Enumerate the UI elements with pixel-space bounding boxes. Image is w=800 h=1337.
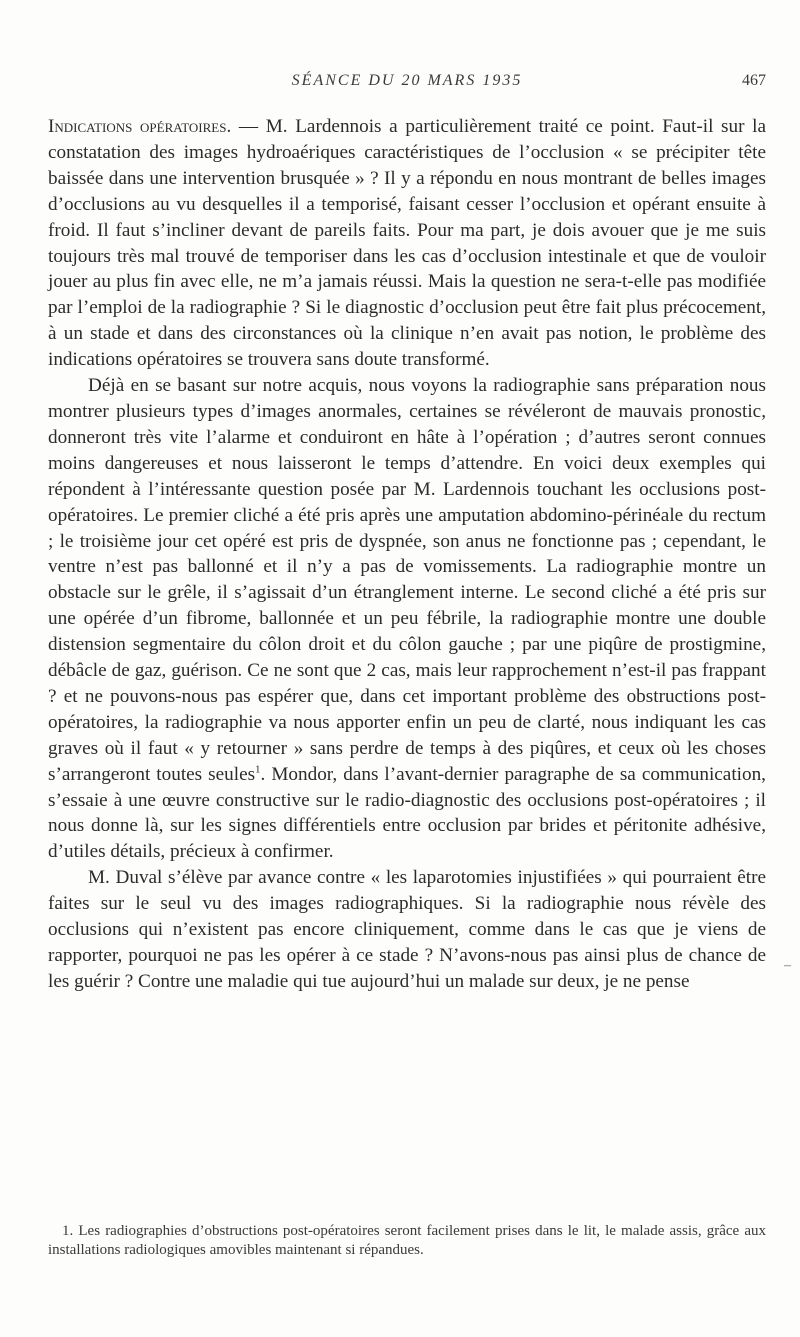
paragraph-text-continued: . Mondor, dans l’avant-dernier paragraphe de sa communication, s’essaie à une œuvre constructive sur le radio-diagnostic des occlusions post-opératoires ; il nous donne là, sur les signes différentiels entre occlusion par brides et péritonite adhésive, d’utiles détails, précieux à confirmer. — [48, 763, 766, 863]
running-head: SÉANCE DU 20 MARS 1935 — [291, 72, 523, 89]
footnote-reference: 1 — [255, 763, 261, 776]
paragraph-text: M. Duval s’élève par avance contre « les laparotomies injustifiées » qui pourraient être faites sur le seul vu des images radiographiques. Si la radiographie nous révèle des occlusions qui n’existent pas encore cliniquement, comme dans le cas que je viens de rapporter, pourquoi ne pas les opérer à ce stade ? N’avons-nous pas ainsi plus de chance de les guérir ? Contre une maladie qui tue aujourd’hui un malade sur deux, je ne pense — [48, 867, 766, 992]
paragraph-examples — [48, 373, 766, 865]
body-text — [48, 114, 766, 995]
paragraph-duval — [48, 865, 766, 995]
paragraph-text: Déjà en se basant sur notre acquis, nous voyons la radiographie sans préparation nous montrer plusieurs types d’images anormales, certaines se révéleront de mauvais pronostic, donneront très vite l’alarme et conduiront en hâte à l’opération ; d’autres seront connues moins dangereuses et nous laisseront le temps d’attendre. En voici deux exemples qui répondent à l’intéressante question posée par M. Lardennois touchant les occlusions post-opératoires. Le premier cliché a été pris après une amputation abdomino-périnéale du rectum ; le troisième jour cet opéré est pris de dyspnée, son anus ne fonctionne pas ; cependant, le ventre n’est pas ballonné et il n’y a pas de vomissements. La radiographie montre un obstacle sur le grêle, il s’agissait d’un étranglement interne. Le second cliché a été pris sur une opérée d’un fibrome, ballonnée et un peu fébrile, la radiographie montre une double distension segmentaire du côlon droit et du côlon gauche ; par une piqûre de prostigmine, débâcle de gaz, guérison. Ce ne sont que 2 cas, mais leur rapprochement n’est-il pas frappant ? et ne pouvons-nous pas espérer que, dans cet important problème des obstructions post-opératoires, la radiographie va nous apporter enfin un peu de clarté, nous indiquant les cas graves où il faut « y retourner » sans perdre de temps à des piqûres, et ceux où les choses s’arrangeront toutes seules — [48, 375, 766, 785]
section-lead: Indications opératoires. — [48, 116, 232, 137]
margin-mark: – — [784, 958, 791, 973]
page-number: 467 — [742, 72, 766, 89]
footnote: 1. Les radiographies d’obstructions post-opératoires seront facilement prises dans le lit, le malade assis, grâce aux installations radiologiques amovibles maintenant si répandues. — [48, 1223, 766, 1258]
paragraph-text: — M. Lardennois a particulièrement traité ce point. Faut-il sur la constatation des images hydroaériques caractéristiques de l’occlusion « se précipiter tête baissée dans une intervention brusquée » ? Il y a répondu en nous montrant de belles images d’occlusions au vu desquelles il a temporisé, faisant cesser l’occlusion et opérant ensuite à froid. Il faut s’incliner devant de pareils faits. Pour ma part, je dois avouer que je me suis toujours très mal trouvé de temporiser dans les cas d’occlusion intestinale et que de vouloir jouer au plus fin avec elle, ne m’a jamais réussi. Mais la question ne sera-t-elle pas modifiée par l’emploi de la radiographie ? Si le diagnostic d’occlusion peut être fait plus précocement, à un stade et dans des circonstances où la clinique n’en avait pas notion, le problème des indications opératoires se trouvera sans doute transformé. — [48, 116, 766, 371]
page-header — [48, 72, 766, 96]
paragraph-indications — [48, 114, 766, 373]
